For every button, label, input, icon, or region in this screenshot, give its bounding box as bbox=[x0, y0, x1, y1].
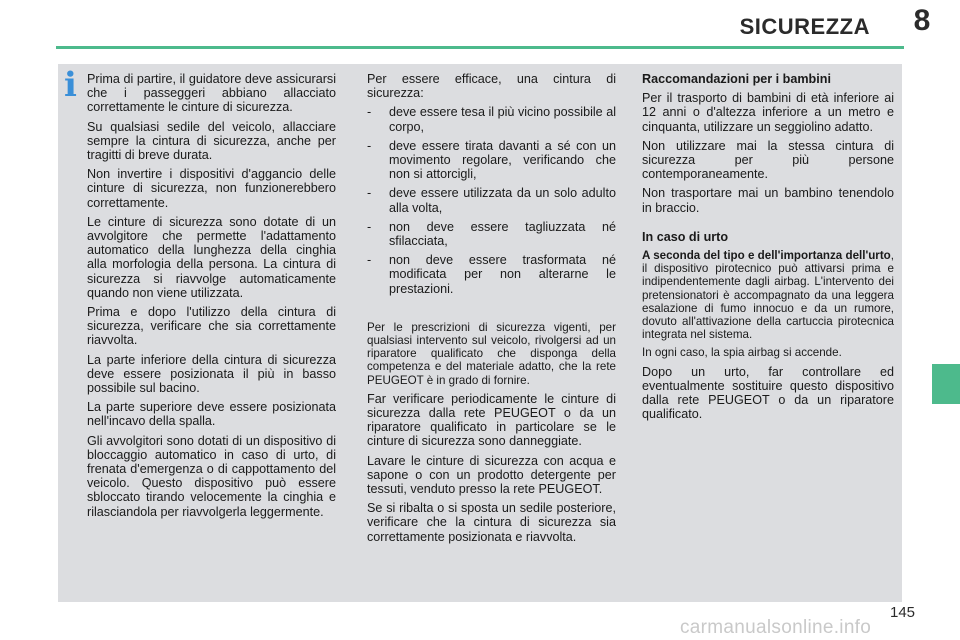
paragraph: Lavare le cinture di sicurezza con acqua e sapone o con un prodotto detergente per tessuti, venduto presso la rete PEUGEOT. bbox=[367, 453, 616, 497]
column-left bbox=[87, 72, 336, 524]
paragraph: Per le prescrizioni di sicurezza vigenti, per qualsiasi intervento sul veicolo, rivolgersi ad un riparatore qualificato che disponga della competenza e del materiale adatto, che la rete PEUGEOT è in grado di fornire. bbox=[367, 320, 616, 387]
info-icon: i bbox=[64, 65, 77, 105]
spacer bbox=[642, 220, 894, 230]
paragraph: Non utilizzare mai la stessa cintura di sicurezza per più persone contemporaneamente. bbox=[642, 138, 894, 182]
paragraph: La parte inferiore della cintura di sicurezza deve essere posizionata il più in basso possibile sul bacino. bbox=[87, 352, 336, 396]
list-item: - deve essere utilizzata da un solo adulto alla volta, bbox=[367, 186, 616, 214]
list-item: - non deve essere trasformata né modificata per non alterarne le prestazioni. bbox=[367, 253, 616, 296]
page-number: 145 bbox=[890, 604, 916, 621]
column-middle bbox=[367, 72, 616, 549]
paragraph: Se si ribalta o si sposta un sedile posteriore, verificare che la cintura di sicurezza sia correttamente posizionata e riavvolta. bbox=[367, 501, 616, 544]
column-right bbox=[642, 72, 894, 426]
requirements-list bbox=[367, 105, 616, 295]
paragraph: Le cinture di sicurezza sono dotate di un avvolgitore che permette l'adattamento automatico della lunghezza della cinghia alla morfologia della persona. La cintura di sicurezza si riavvolge automaticamente quando non viene utilizzata. bbox=[87, 214, 336, 300]
spacer bbox=[367, 301, 616, 321]
paragraph: Far verificare periodicamente le cinture di sicurezza dalla rete PEUGEOT o da un riparatore qualificato in particolare se le cinture di sicurezza sono danneggiate. bbox=[367, 391, 616, 449]
paragraph: Non trasportare mai un bambino tenendolo in braccio. bbox=[642, 186, 894, 215]
intro-paragraph: Per essere efficace, una cintura di sicurezza: bbox=[367, 72, 616, 101]
paragraph: La parte superiore deve essere posizionata nell'incavo della spalla. bbox=[87, 400, 336, 429]
crash-paragraph bbox=[642, 249, 894, 341]
paragraph: Per il trasporto di bambini di età inferiore ai 12 anni o d'altezza inferiore a un metro e cinquanta, utilizzare un seggiolino adatto. bbox=[642, 91, 894, 134]
paragraph: Prima e dopo l'utilizzo della cintura di sicurezza, verificare che sia correttamente riavvolta. bbox=[87, 305, 336, 348]
paragraph: In ogni caso, la spia airbag si accende. bbox=[642, 346, 842, 360]
paragraph: Gli avvolgitori sono dotati di un dispositivo di bloccaggio automatico in caso di urto, di frenata d'emergenza o di cappottamento del veicolo. Questo dispositivo può essere sbloccato tirando velocemente la cinghia e rilasciandola per riavvolgerla leggermente. bbox=[87, 433, 336, 519]
chapter-number: 8 bbox=[913, 4, 931, 37]
header-divider bbox=[56, 46, 904, 49]
list-item: - deve essere tesa il più vicino possibile al corpo, bbox=[367, 105, 616, 133]
crash-bold-lead: A seconda del tipo e dell'importanza dell'urto bbox=[642, 249, 891, 263]
watermark: carmanualsonline.info bbox=[680, 617, 872, 638]
paragraph: Prima di partire, il guidatore deve assicurarsi che i passeggeri abbiano allacciato correttamente le cinture di sicurezza. bbox=[87, 72, 336, 115]
chapter-side-tab bbox=[932, 364, 960, 404]
paragraph: Dopo un urto, far controllare ed eventualmente sostituire questo dispositivo dalla rete PEUGEOT o da un riparatore qualificato. bbox=[642, 364, 894, 422]
list-item: - non deve essere tagliuzzata né sfilacciata, bbox=[367, 220, 616, 248]
page-section-title: SICUREZZA bbox=[739, 14, 870, 39]
list-item: - deve essere tirata davanti a sé con un movimento regolare, verificando che non si attorcigli, bbox=[367, 139, 616, 182]
heading-crash: In caso di urto bbox=[642, 229, 729, 244]
heading-children: Raccomandazioni per i bambini bbox=[642, 72, 831, 86]
crash-text: , il dispositivo pirotecnico può attivarsi prima e indipendentemente dagli airbag. L'intervento dei pretensionatori è accompagnato da una leggera esalazione di fumo innocuo e da un rumore, dovuto all'attivazione della cartuccia pirotecnica integrata nel sistema. bbox=[642, 249, 894, 342]
paragraph: Su qualsiasi sedile del veicolo, allacciare sempre la cintura di sicurezza, anche per tragitti di breve durata. bbox=[87, 119, 336, 163]
paragraph: Non invertire i dispositivi d'aggancio delle cinture di sicurezza, non funzionerebbero correttamente. bbox=[87, 167, 336, 210]
